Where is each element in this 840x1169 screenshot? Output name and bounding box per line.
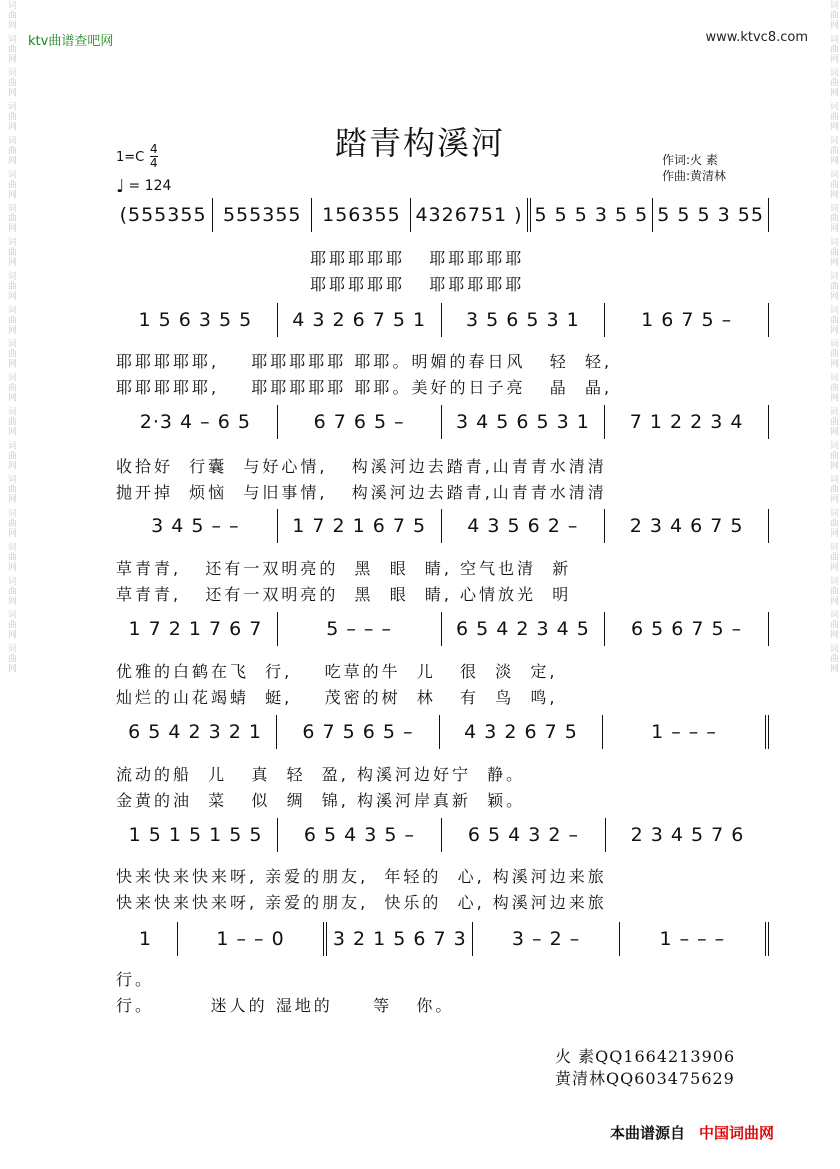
meter-top: 4 [150, 142, 158, 156]
measure: 4 3 2 6 7 5 [440, 715, 603, 749]
measure: 2 3 4 5 7 6 [630, 824, 745, 846]
watermark-right: 词曲网 词曲网 词曲网 词曲网 词曲网 词曲网 词曲网 词曲网 词曲网 词曲网 词曲网 词曲网 词曲网 词曲网 词曲网 词曲网 词曲网 词曲网 词曲网 词曲网 [828, 0, 838, 674]
lyric-line: 行。 [116, 970, 155, 989]
measure: 5 – – – [278, 612, 442, 646]
meter-bottom: 4 [150, 156, 158, 170]
notation-row-4 [114, 509, 769, 543]
time-signature [150, 143, 158, 170]
measure: 3 5 6 5 3 1 [442, 303, 606, 337]
measure: 6 5 4 2 3 2 1 [114, 715, 277, 749]
quarter-note-icon: ♩ [116, 176, 125, 197]
measure: 1 5 6 3 5 5 [114, 303, 278, 337]
measure: 3 2 1 5 6 7 3 [327, 922, 473, 956]
measure: 5 5 5 3 5 5 [531, 198, 654, 232]
measure: 6 5 4 3 5 – [278, 818, 442, 852]
lyric-line: 耶耶耶耶耶, 耶耶耶耶耶 耶耶。明媚的春日风 轻 轻, [116, 352, 613, 371]
lyric-line: 耶耶耶耶耶 耶耶耶耶耶 [116, 275, 525, 294]
measure: 2·3 4 – 6 5 [114, 405, 278, 439]
measure: 4 3 5 6 2 – [442, 509, 606, 543]
measure: 3 4 5 6 5 3 1 [442, 405, 606, 439]
lyric-line: 行。 迷人的 湿地的 等 你。 [116, 996, 455, 1015]
measure: 4326751 ) [411, 198, 530, 232]
measure: 5 5 5 3 55 [653, 198, 769, 232]
measure-repeat-end: 1 – – – [603, 715, 769, 749]
measure: 1 5 1 5 1 5 5 [114, 818, 278, 852]
lyric-line: 金黄的油 菜 似 绸 锦, 构溪河岸真新 颖。 [116, 791, 526, 810]
tempo-marking [116, 176, 171, 197]
source-credit [610, 1122, 774, 1143]
measure: 156355 [312, 198, 411, 232]
contact-line-1: 火 素QQ1664213906 [555, 1047, 736, 1066]
measure: 6 7 5 6 5 – [277, 715, 440, 749]
lyric-line: 快来快来快来呀, 亲爱的朋友, 年轻的 心, 构溪河边来旅 [116, 867, 607, 886]
notation-row-8 [114, 922, 769, 956]
lyricist: 作词:火 素 [662, 153, 718, 167]
measure: 6 5 6 7 5 – [605, 612, 769, 646]
lyric-line: 灿烂的山花竭蜻 蜓, 茂密的树 林 有 鸟 鸣, [116, 688, 558, 707]
credits [662, 152, 726, 184]
measure: 1 7 2 1 6 7 5 [278, 509, 442, 543]
measure: 3 4 5 – – [114, 509, 278, 543]
lyric-line: 抛开掉 烦恼 与旧事情, 构溪河边去踏青,山青青水清清 [116, 483, 607, 502]
measure-final: 1 – – – [620, 922, 769, 956]
measure: 1 6 7 5 – [605, 303, 769, 337]
measure: 1 [114, 922, 178, 956]
notation-row-6 [114, 715, 769, 749]
contact-signature [555, 1046, 735, 1090]
lyric-line: 耶耶耶耶耶 耶耶耶耶耶 [116, 249, 525, 268]
site-url-right: www.ktvc8.com [705, 30, 808, 45]
lyric-line: 耶耶耶耶耶, 耶耶耶耶耶 耶耶。美好的日子亮 晶 晶, [116, 378, 613, 397]
lyric-line: 草青青, 还有一双明亮的 黑 眼 睛, 心情放光 明 [116, 585, 572, 604]
measure: 2 3 4 6 7 5 [605, 509, 769, 543]
notation-row-2 [114, 303, 769, 337]
measure: 3 – 2 – [473, 922, 619, 956]
source-label: 本曲谱源自 [610, 1124, 686, 1142]
song-title: 踏青构溪河 [334, 124, 505, 162]
measure: 6 5 4 3 2 – [442, 818, 606, 852]
notation-row-5 [114, 612, 769, 646]
lyric-line: 草青青, 还有一双明亮的 黑 眼 睛, 空气也清 新 [116, 559, 572, 578]
measure: 7 1 2 2 3 4 [605, 405, 769, 439]
measure: 555355 [213, 198, 312, 232]
measure: 4 3 2 6 7 5 1 [278, 303, 442, 337]
measure: (555355 [114, 198, 213, 232]
lyric-line: 收拾好 行囊 与好心情, 构溪河边去踏青,山青青水清清 [116, 457, 607, 476]
measure-repeat-end: 1 – – 0 [178, 922, 327, 956]
notation-row-1 [114, 198, 769, 232]
source-site-link[interactable]: 中国词曲网 [699, 1124, 775, 1142]
lyric-line: 流动的船 儿 真 轻 盈, 构溪河边好宁 静。 [116, 765, 526, 784]
site-name-left: ktv曲谱查吧网 [28, 34, 114, 49]
measure: 1 7 2 1 7 6 7 [114, 612, 278, 646]
measure: 6 5 4 2 3 4 5 [442, 612, 606, 646]
lyric-line: 优雅的白鹤在飞 行, 吃草的牛 儿 很 淡 定, [116, 662, 558, 681]
tempo-value: = 124 [128, 178, 172, 194]
watermark-left: 词曲网 词曲网 词曲网 词曲网 词曲网 词曲网 词曲网 词曲网 词曲网 词曲网 词曲网 词曲网 词曲网 词曲网 词曲网 词曲网 词曲网 词曲网 词曲网 词曲网 [6, 0, 16, 674]
key-signature: 1=C [116, 150, 145, 165]
measure: 6 7 6 5 – [278, 405, 442, 439]
notation-row-7 [114, 818, 769, 852]
notation-row-3 [114, 405, 769, 439]
lyric-line: 快来快来快来呀, 亲爱的朋友, 快乐的 心, 构溪河边来旅 [116, 893, 607, 912]
contact-line-2: 黄清林QQ603475629 [555, 1069, 735, 1088]
composer: 作曲:黄清林 [662, 169, 727, 183]
